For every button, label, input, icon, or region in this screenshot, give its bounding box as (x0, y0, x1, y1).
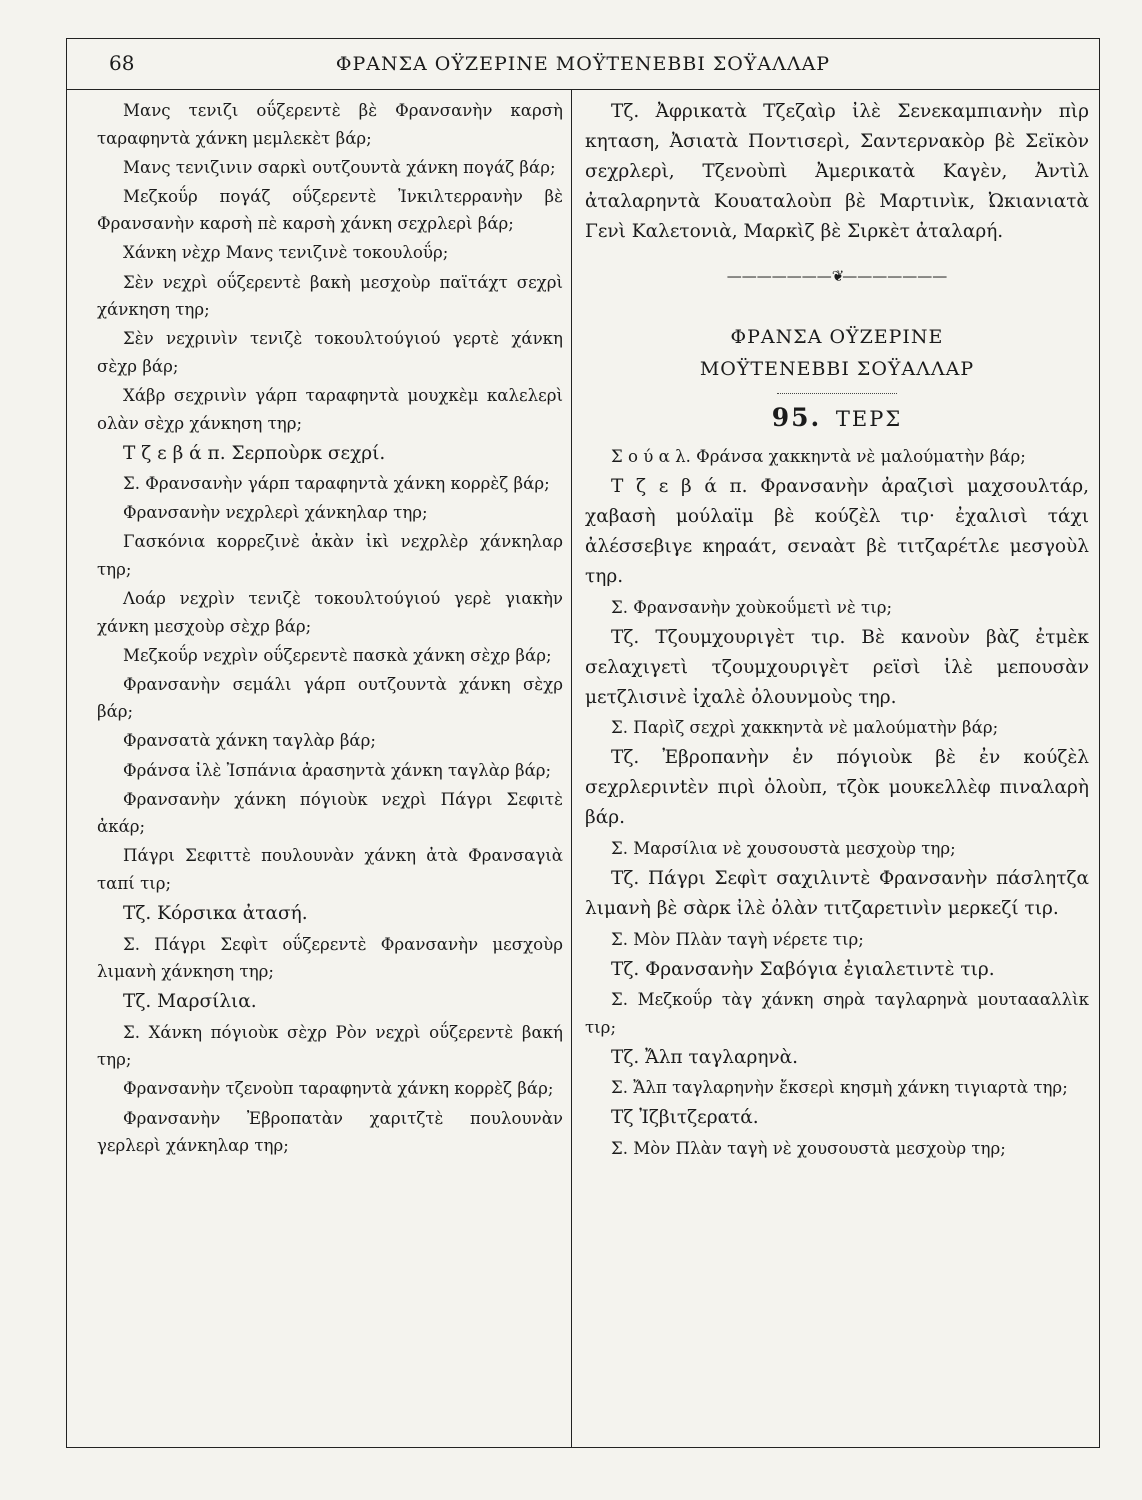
section-title (585, 321, 1089, 385)
paragraph: Φρανσανὴν Ἐβροπατὰν χαριτζτὲ πουλουνὰν γερλερὶ χάνκηλαρ τηρ; (97, 1108, 563, 1156)
paragraph: Σ. Χάνκη πόγιοὺκ σὲχρ Ρὸν νεχρὶ οΰζερεντὲ βακή τηρ; (97, 1022, 563, 1070)
paragraph: Σ. Πάγρι Σεφὶτ οΰζερεντὲ Φρανσανὴν μεσχοὺρ λιμανὴ χάνκηση τηρ; (97, 934, 563, 982)
paragraph: Σ. Μὸν Πλὰν ταγὴ νέρετε τιρ; (611, 929, 864, 949)
paragraph: Χάβρ σεχρινὶν γάρπ ταραφηντὰ μουχκὲμ καλελερὶ ολὰν σὲχρ χάνκηση τηρ; (97, 385, 563, 433)
answer-paragraph: Τζ Ἰζβιτζερατά. (611, 1107, 759, 1129)
paragraph: Μανς τενιζι οΰζερεντὲ βὲ Φρανσανὴν καρσὴ ταραφηντὰ χάνκη μεμλεκὲτ βάρ; (97, 101, 563, 148)
left-column (97, 97, 563, 1161)
paragraph: Σ. Φρανσανὴν γάρπ ταραφηντὰ χάνκη κορρὲζ βάρ; (123, 474, 550, 494)
paragraph: Μεζκοΰρ πογάζ οΰζερεντὲ Ἰνκιλτερρανὴν βὲ Φρανσανὴν καρσὴ πὲ καρσὴ χάνκη σεχρλερὶ βάρ; (97, 186, 563, 234)
paragraph: Φρανσανὴν τζενοὺπ ταραφηντὰ χάνκη κορρὲζ βάρ; (123, 1079, 554, 1099)
answer-paragraph: Τζ. Ἄλπ ταγλαρηνὰ. (611, 1046, 799, 1068)
ornament-divider: ———————❦——————— (726, 267, 948, 285)
paragraph: Φρανσατὰ χάνκη ταγλὰρ βάρ; (123, 731, 376, 751)
lesson-word: ΤΕΡΣ (835, 406, 903, 431)
paragraph: Σὲν νεχρινὶν τενιζὲ τοκουλτούγιού γερτὲ χάνκη σὲχρ βάρ; (97, 329, 563, 376)
paragraph: Σ ο ύ α λ. Φράνσα χακκηντὰ νὲ μαλούματὴν βάρ; (611, 447, 1026, 467)
paragraph: Σ. Παρὶζ σεχρὶ χακκηντὰ νὲ μαλούματὴν βάρ; (611, 718, 999, 738)
paragraph: Σ. Μαρσίλια νὲ χουσουστὰ μεσχοὺρ τηρ; (611, 838, 956, 858)
squiggle-divider (777, 393, 897, 394)
answer-paragraph: Τ ζ ε β ά π. Φρανσανὴν ἀραζισὶ μαχσουλτάρ, χαβασὴ μούλαϊμ βὲ κούζὲλ τιρ· ἐχαλισὶ τάχι ἀλέσσεβιγε κηραάτ, σεναὰτ βὲ τιτζαρέτλε μεσγοὺλ τηρ. (585, 476, 1089, 588)
lesson-number: 95. (771, 402, 822, 432)
paragraph: Μανς τενιζινιν σαρκὶ ουτζουντὰ χάνκη πογάζ βάρ; (123, 157, 556, 177)
running-title: ΦΡΑΝΣΑ ΟΫΖΕΡΙΝΕ ΜΟΫΤΕΝΕΒΒΙ ΣΟΫΑΛΛΑΡ (335, 53, 831, 75)
paragraph: Σὲν νεχρὶ οΰζερεντὲ βακὴ μεσχοὺρ παϊτάχτ σεχρὶ χάνκηση τηρ; (97, 272, 563, 320)
paragraph: Λοάρ νεχρὶν τενιζὲ τοκουλτούγιού γερὲ γιακὴν χάνκη μεσχοὺρ σὲχρ βάρ; (97, 589, 563, 636)
answer-paragraph: Τζ. Πάγρι Σεφὶτ σαχιλιντὲ Φρανσανὴν πάσλητζα λιμανὴ βὲ σὰρκ ἰλὲ ὀλὰν τιτζαρετινὶν μερκεζί τιρ. (585, 868, 1089, 920)
right-column (585, 97, 1089, 1164)
answer-paragraph: Τζ. Ἀφρικατὰ Τζεζαὶρ ἰλὲ Σενεκαμπιανὴν πὶρ κηταση, Ἀσιατὰ Ποντισερὶ, Σαντερνακὸρ βὲ Σεϊκὸν σεχρλερὶ, Τζενοὺπὶ Ἀμερικατὰ Καγὲν, Ἀντὶλ ἀταλαρηντὰ Κουαταλοὺπ βὲ Μαρτινὶκ, Ὠκιανιατὰ Γενὶ Καλετονιὰ, Μαρκὶζ βὲ Σιρκὲτ ἀταλαρή. (585, 101, 1089, 242)
paragraph: Μεζκοΰρ νεχρὶν οΰζερεντὲ πασκὰ χάνκη σὲχρ βάρ; (123, 645, 552, 665)
paragraph: Σ. Φρανσανὴν χοὺκοΰμετὶ νὲ τιρ; (611, 597, 893, 617)
answer-paragraph: Τζ. Μαρσίλια. (123, 991, 257, 1013)
page-number: 68 (109, 51, 135, 75)
paragraph: Πάγρι Σεφιττὲ πουλουνὰν χάνκη ἀτὰ Φρανσαγιὰ ταπί τιρ; (97, 846, 563, 893)
answer-paragraph: Τζ. Ἐβροπανὴν ἐν πόγιοὺκ βὲ ἐν κούζὲλ σεχρλερινtὲν πιρὶ ὀλοὺπ, τζὸκ μουκελλὲφ πιναλαρὴ βάρ. (585, 747, 1089, 829)
answer-paragraph: Τζ. Τζουμχουριγὲτ τιρ. Βὲ κανοὺν βὰζ ἐτμὲκ σελαχιγετὶ τζουμχουριγὲτ ρεϊσὶ ἰλὲ μεπουσὰν μετζλισινὲ ἰχαλὲ ὀλουνμοὺς τηρ. (585, 626, 1089, 708)
lesson-heading (585, 404, 1089, 434)
paragraph: Γασκόνια κορρεζινὲ ἀκὰν ἰκὶ νεχρλὲρ χάνκηλαρ τηρ; (97, 532, 563, 579)
column-divider (571, 89, 572, 1447)
paragraph: Φρανσανὴν νεχρλερὶ χάνκηλαρ τηρ; (123, 503, 428, 523)
answer-paragraph: Τζ. Κόρσικα ἀτασή. (123, 903, 308, 925)
section-title-line: ΜΟΫΤΕΝΕΒΒΙ ΣΟΫΑΛΛΑΡ (699, 357, 975, 380)
paragraph: Σ. Μεζκοΰρ τὰγ χάνκη σηρὰ ταγλαρηνὰ μουταααλλὶκ τιρ; (585, 990, 1089, 1037)
paragraph: Σ. Μὸν Πλὰν ταγὴ νὲ χουσουστὰ μεσχοὺρ τηρ; (611, 1138, 1006, 1158)
answer-paragraph: Τ ζ ε β ά π. Σερποὺρκ σεχρί. (123, 442, 386, 464)
paragraph: Φρανσανὴν σεμάλι γάρπ ουτζουντὰ χάνκη σὲχρ βάρ; (97, 674, 563, 722)
page-header (67, 39, 1099, 90)
book-page (66, 38, 1100, 1448)
paragraph: Φρανσανὴν χάνκη πόγιοὺκ νεχρὶ Πάγρι Σεφιτὲ ἀκάρ; (97, 789, 563, 837)
section-title-line: ΦΡΑΝΣΑ ΟΫΖΕΡΙΝΕ (730, 325, 944, 348)
paragraph: Φράνσα ἰλὲ Ἰσπάνια ἀρασηντὰ χάνκη ταγλὰρ βάρ; (123, 760, 552, 780)
paragraph: Σ. Ἄλπ ταγλαρηνὴν ἔκσερὶ κησμὴ χάνκη τιγιαρτὰ τηρ; (611, 1078, 1068, 1098)
answer-paragraph: Τζ. Φρανσανὴν Σαβόγια ἐγιαλετιντὲ τιρ. (611, 958, 995, 980)
paragraph: Χάνκη νὲχρ Μανς τενιζινὲ τοκουλοΰρ; (123, 243, 449, 263)
